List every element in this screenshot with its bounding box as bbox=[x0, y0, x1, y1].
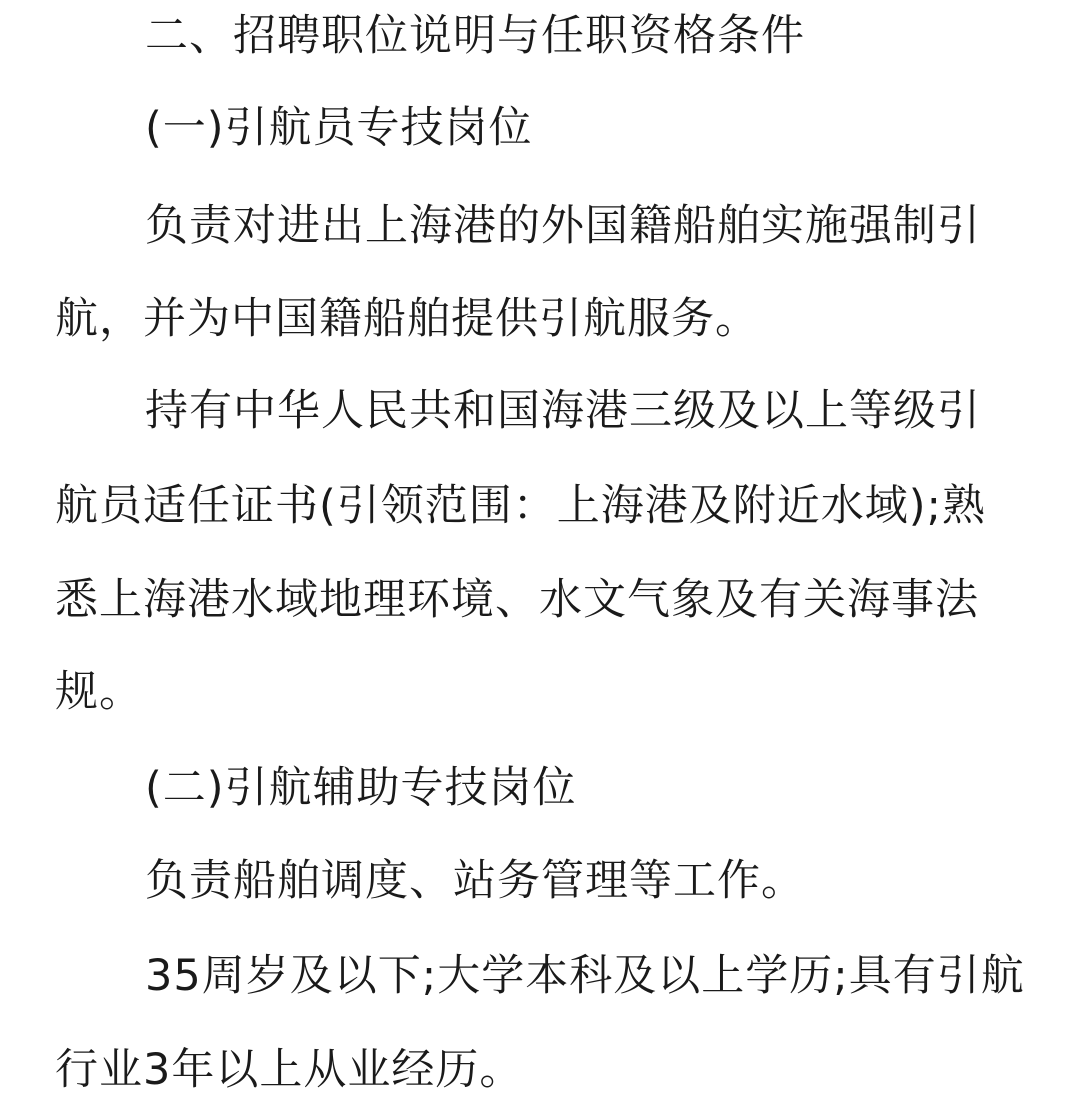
section1-qualification-line: 悉上海港水域地理环境、水文气象及有关海事法 bbox=[55, 575, 979, 625]
section-heading: 二、招聘职位说明与任职资格条件 bbox=[145, 11, 805, 61]
section2-duty-line: 负责船舶调度、站务管理等工作。 bbox=[145, 856, 805, 906]
section2-qualification-line: 35周岁及以下;大学本科及以上学历;具有引航 bbox=[145, 951, 1025, 1001]
section2-qualification-line: 行业3年以上从业经历。 bbox=[55, 1045, 524, 1095]
section1-qualification-line: 持有中华人民共和国海港三级及以上等级引 bbox=[145, 386, 981, 436]
section1-qualification-line: 航员适任证书(引领范围：上海港及附近水域);熟 bbox=[55, 481, 987, 531]
section1-qualification-line: 规。 bbox=[55, 667, 143, 717]
section1-duty-line: 航，并为中国籍船舶提供引航服务。 bbox=[55, 294, 759, 344]
section1-title: (一)引航员专技岗位 bbox=[145, 103, 533, 153]
section1-duty-line: 负责对进出上海港的外国籍船舶实施强制引 bbox=[145, 201, 981, 251]
section2-title: (二)引航辅助专技岗位 bbox=[145, 763, 577, 813]
